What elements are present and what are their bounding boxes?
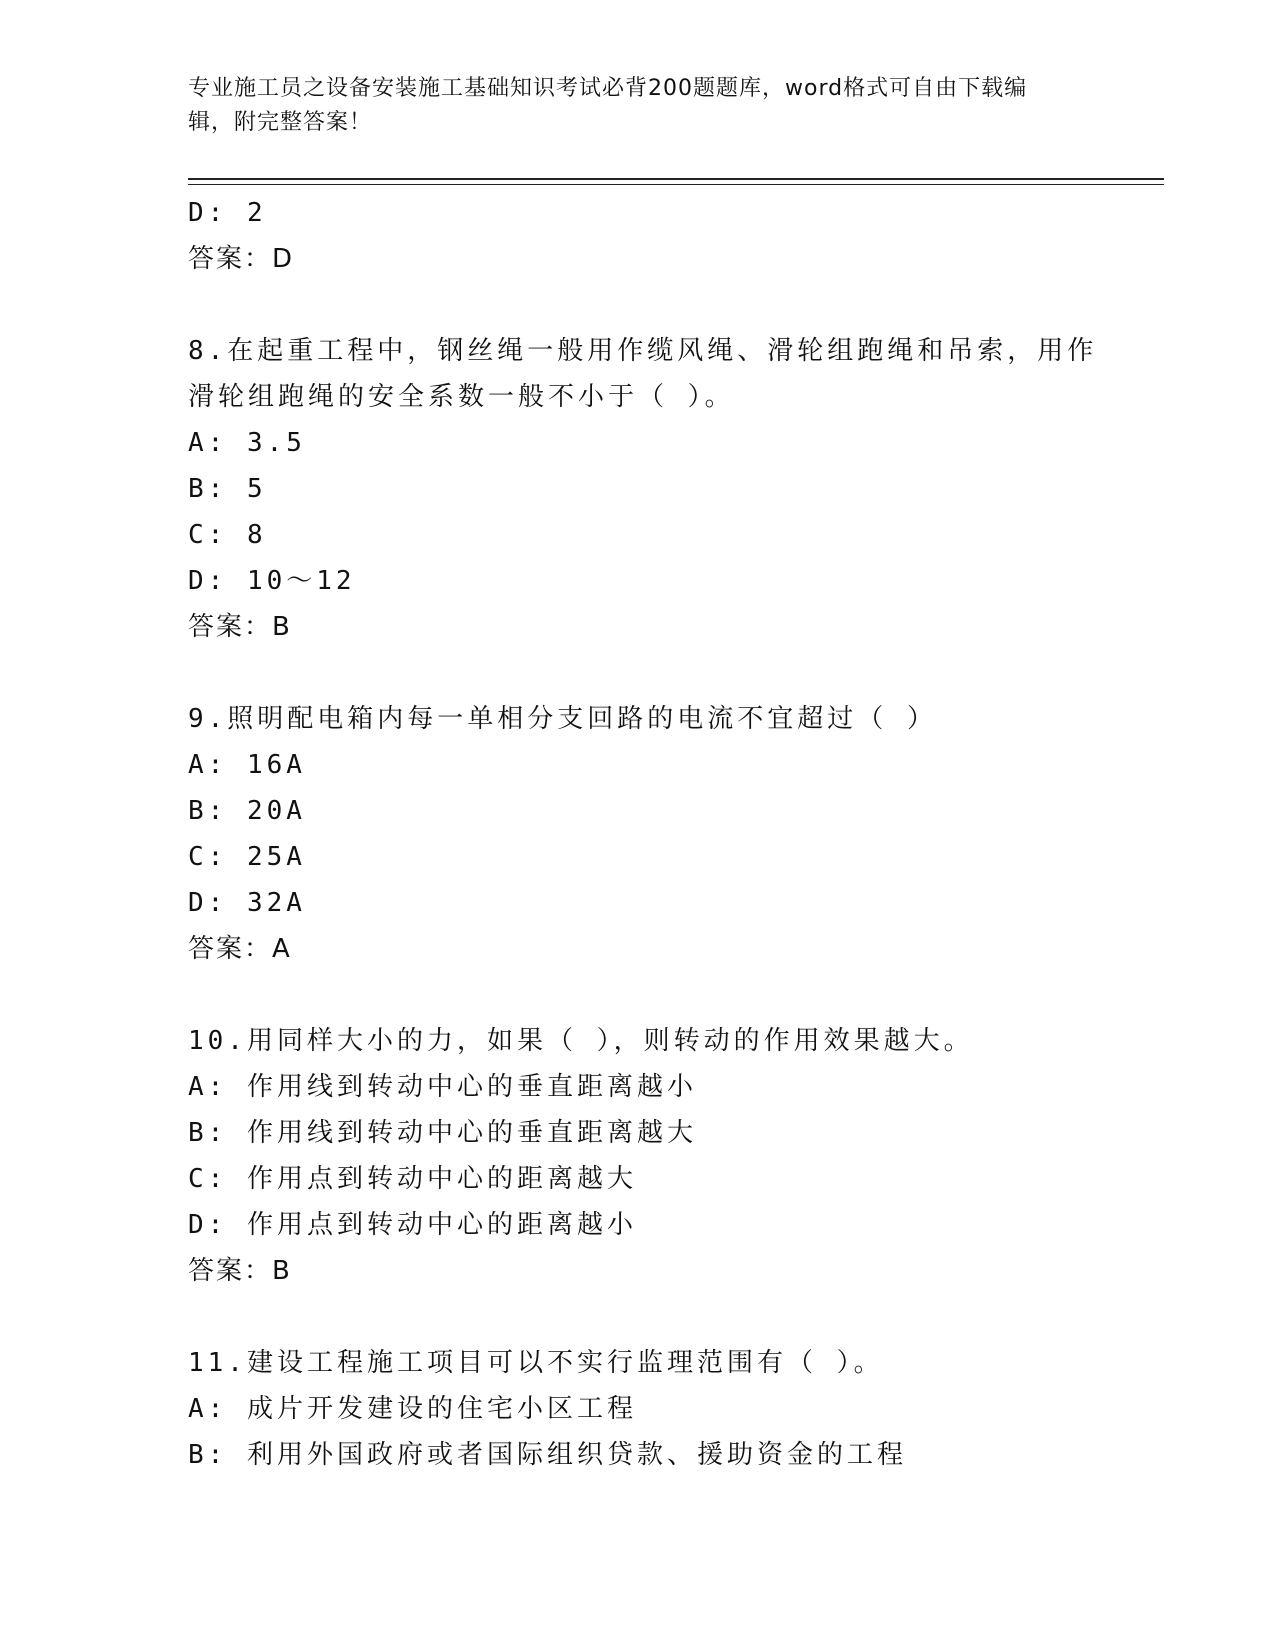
option-d: D: 2 [188,198,267,228]
question-10 [188,1018,1088,1294]
question-list [188,190,1098,1478]
option-b: B: 5 [188,474,267,504]
option-b: B: 作用线到转动中心的垂直距离越大 [188,1118,697,1148]
option-b: B: 利用外国政府或者国际组织贷款、援助资金的工程 [188,1440,907,1470]
spacer [188,282,1088,328]
question-text: 11.建设工程施工项目可以不实行监理范围有（ ）。 [188,1348,884,1378]
option-a: A: 作用线到转动中心的垂直距离越小 [188,1072,697,1102]
spacer [188,972,1088,1018]
question-text-continued: 滑轮组跑绳的安全系数一般不小于（ ）。 [188,382,735,412]
answer-line: 答案：B [188,1256,292,1286]
answer-line: 答案：A [188,934,292,964]
question-text: 8.在起重工程中，钢丝绳一般用作缆风绳、滑轮组跑绳和吊索，用作 [188,336,1098,366]
option-a: A: 16A [188,750,306,780]
question-8 [188,328,1098,650]
option-c: C: 8 [188,520,267,550]
spacer [188,1294,1088,1340]
option-a: A: 成片开发建设的住宅小区工程 [188,1394,637,1424]
option-d: D: 32A [188,888,306,918]
question-text: 10.用同样大小的力，如果（ ），则转动的作用效果越大。 [188,1026,974,1056]
document-header: 专业施工员之设备安装施工基础知识考试必背200题题库，word格式可自由下载编辑，附完整答案！ [188,76,1028,135]
header-divider-thin [188,184,1164,185]
header-divider-thick [188,178,1164,180]
question-text: 9.照明配电箱内每一单相分支回路的电流不宜超过（ ） [188,704,937,734]
spacer [188,650,1088,696]
option-d: D: 10～12 [188,566,356,596]
option-c: C: 作用点到转动中心的距离越大 [188,1164,637,1194]
question-9 [188,696,1088,972]
option-a: A: 3.5 [188,428,306,458]
option-c: C: 25A [188,842,306,872]
question-11 [188,1340,1088,1478]
answer-line: 答案：B [188,612,292,642]
answer-line: 答案：D [188,244,295,274]
option-d: D: 作用点到转动中心的距离越小 [188,1210,637,1240]
option-b: B: 20A [188,796,306,826]
